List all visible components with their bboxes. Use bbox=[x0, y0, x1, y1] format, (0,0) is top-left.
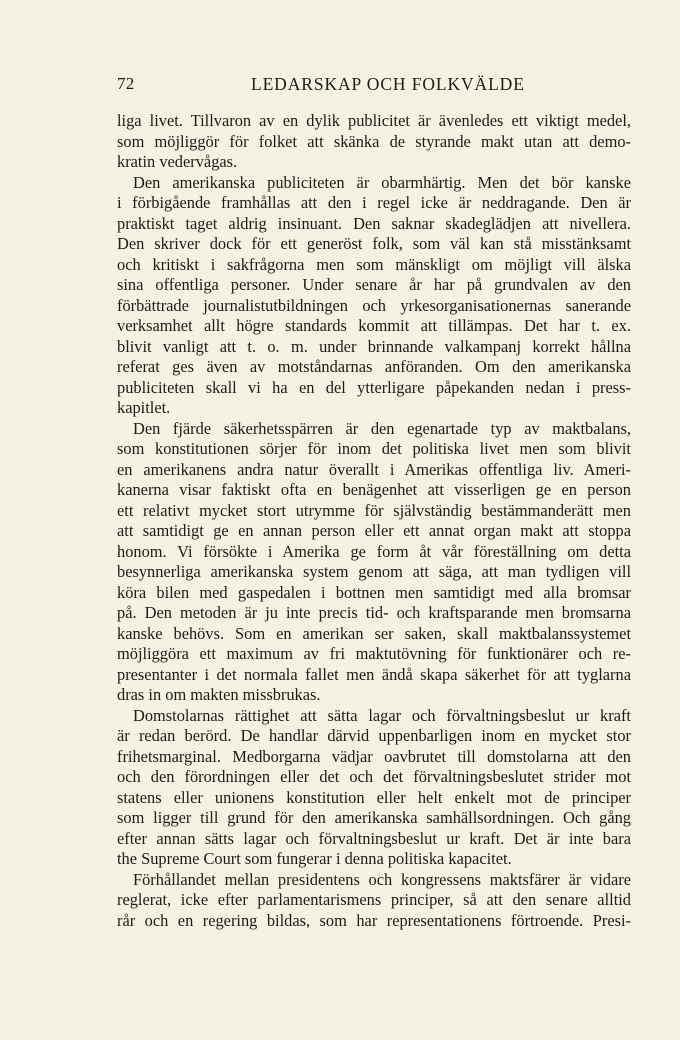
text-line: möjliggöra ett maximum av fri maktutövning för funktionärer och re- bbox=[117, 644, 631, 663]
text-line: Den fjärde säkerhetsspärren är den egenartade typ av maktbalans, bbox=[133, 418, 631, 438]
text-line: är redan berörd. De handlar därvid uppenbarligen inom en mycket stor bbox=[117, 726, 631, 745]
text-line: som konstitutionen sörjer för inom det politiska livet men som blivit bbox=[117, 439, 631, 458]
text-line: liga livet. Tillvaron av en dylik publicitet är ävenledes ett viktigt medel, bbox=[117, 111, 631, 130]
text-line: referat ges även av motståndarnas anföranden. Om den amerikanska bbox=[117, 357, 631, 376]
page-header bbox=[117, 74, 631, 100]
text-line: Den skriver dock för ett generöst folk, som väl kan stå misstänksamt bbox=[117, 234, 631, 253]
text-line: publiciteten skall vi ha en del ytterligare påpekanden nedan i press- bbox=[117, 377, 631, 397]
text-line: kanerna visar faktiskt ofta en benägenhet att visserligen ge en person bbox=[117, 480, 631, 499]
running-head: LEDARSKAP OCH FOLKVÄLDE bbox=[251, 74, 525, 94]
text-line: the Supreme Court som fungerar i denna politiska kapacitet. bbox=[117, 849, 512, 868]
body-text bbox=[117, 111, 631, 931]
text-line: frihetsmarginal. Medborgarna vädjar oavbrutet till domstolarna att den bbox=[117, 746, 631, 766]
text-line: kratin vedervågas. bbox=[117, 152, 238, 171]
text-line: verksamhet allt högre standards kommit att tillämpas. Det har t. ex. bbox=[117, 316, 631, 335]
text-line: som ligger till grund för den amerikanska samhällsordningen. Och gång bbox=[117, 808, 631, 827]
text-line: och kritiskt i sakfrågorna men som mänskligt om möjligt vill älska bbox=[117, 254, 631, 274]
text-line: ett relativt mycket stort utrymme för självständig bestämmanderätt men bbox=[117, 500, 631, 520]
text-line: dras in om makten missbrukas. bbox=[117, 685, 321, 704]
text-line: rår och en regering bildas, som har representationens förtroende. Presi- bbox=[117, 910, 631, 930]
text-line: en amerikanens andra natur överallt i Amerikas offentliga liv. Ameri- bbox=[117, 459, 631, 479]
text-line: kanske behövs. Som en amerikan ser saken, skall maktbalanssystemet bbox=[117, 623, 631, 643]
page-number: 72 bbox=[117, 74, 135, 93]
text-line: köra bilen med gaspedalen i bottnen men samtidigt med alla bromsar bbox=[117, 582, 631, 602]
text-line: i förbigående framhållas att den i regel icke är neddragande. Den är bbox=[117, 193, 631, 212]
text-line: som möjliggör för folket att skänka de styrande makt utan att demo- bbox=[117, 131, 631, 151]
text-line: på. Den metoden är ju inte precis tid- och kraftsparande men bromsarna bbox=[117, 603, 631, 622]
text-line: Domstolarnas rättighet att sätta lagar och förvaltningsbeslut ur kraft bbox=[133, 705, 631, 725]
text-line: praktiskt taget aldrig insinuant. Den saknar skadeglädjen att nivellera. bbox=[117, 213, 631, 233]
text-line: presentanter i det normala fallet men ändå skapa säkerhet för att tyglarna bbox=[117, 664, 631, 684]
text-line: efter annan sätts lagar och förvaltningsbeslut ur kraft. Det är inte bara bbox=[117, 828, 631, 848]
text-line: Den amerikanska publiciteten är obarmhärtig. Men det bör kanske bbox=[133, 172, 631, 192]
text-line: förbättrade journalistutbildningen och yrkesorganisationernas sanerande bbox=[117, 295, 631, 315]
text-line: statens eller unionens konstitution eller helt enkelt mot de principer bbox=[117, 787, 631, 807]
text-line: att samtidigt ge en annan person eller ett annat organ makt att stoppa bbox=[117, 521, 631, 540]
text-line: besynnerliga amerikanska system genom att säga, att man tydligen vill bbox=[117, 562, 631, 581]
text-line: och den förordningen eller det och det förvaltningsbeslutet strider mot bbox=[117, 767, 631, 786]
text-line: blivit vanligt att t. o. m. under brinnande valkampanj korrekt hållna bbox=[117, 336, 631, 356]
text-line: kapitlet. bbox=[117, 398, 171, 417]
text-line: sina offentliga personer. Under senare år har på grundvalen av den bbox=[117, 275, 631, 294]
text-line: reglerat, icke efter parlamentarismens principer, så att den senare alltid bbox=[117, 890, 631, 909]
text-line: honom. Vi försökte i Amerika ge form åt vår föreställning om detta bbox=[117, 541, 631, 561]
text-line: Förhållandet mellan presidentens och kongressens maktsfärer är vidare bbox=[133, 869, 631, 889]
